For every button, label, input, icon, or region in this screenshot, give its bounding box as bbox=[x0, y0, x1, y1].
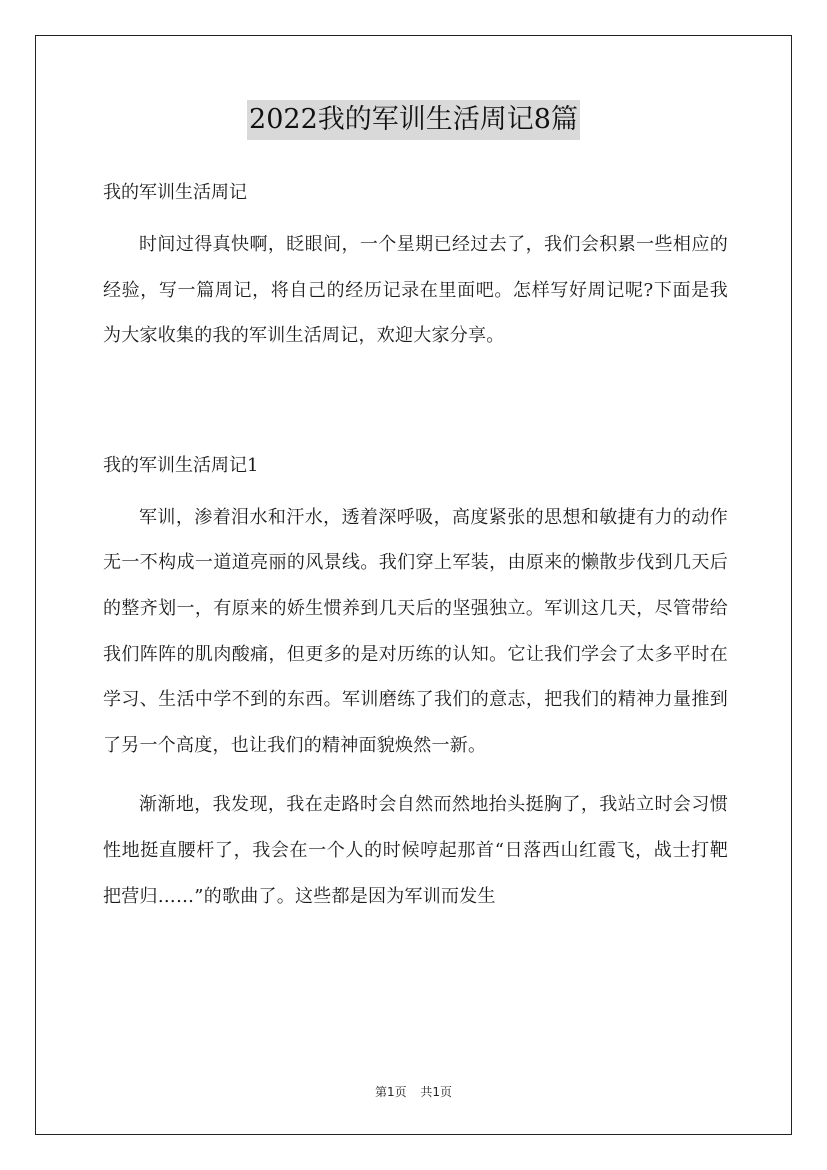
title-container bbox=[0, 100, 827, 140]
intro-paragraph: 时间过得真快啊，眨眼间，一个星期已经过去了，我们会积累一些相应的经验，写一篇周记，将自己的经历记录在里面吧。怎样写好周记呢?下面是我为大家收集的我的军训生活周记，欢迎大家分享。 bbox=[103, 234, 728, 347]
section1-paragraph-1: 军训，渗着泪水和汗水，透着深呼吸，高度紧张的思想和敏捷有力的动作无一不构成一道道亮丽的风景线。我们穿上军装，由原来的懒散步伐到几天后的整齐划一，有原来的娇生惯养到几天后的坚强独立。军训这几天，尽管带给我们阵阵的肌肉酸痛，但更多的是对历练的认知。它让我们学会了太多平时在学习、生活中学不到的东西。军训磨练了我们的意志，把我们的精神力量推到了另一个高度，也让我们的精神面貌焕然一新。 bbox=[103, 506, 728, 756]
section-heading-1: 我的军训生活周记1 bbox=[103, 454, 259, 476]
page-count: 共1页 bbox=[420, 1085, 453, 1099]
section1-paragraph-2: 渐渐地，我发现，我在走路时会自然而然地抬头挺胸了，我站立时会习惯性地挺直腰杆了，我会在一个人的时候哼起那首“日落西山红霞飞，战士打靶把营归……”的歌曲了。这些都是因为军训而发生 bbox=[103, 794, 728, 907]
intro-heading: 我的军训生活周记 bbox=[103, 182, 247, 203]
page-footer bbox=[0, 1083, 827, 1100]
page-number: 第1页 bbox=[374, 1085, 407, 1099]
document-body bbox=[103, 172, 728, 919]
document-title: 2022我的军训生活周记8篇 bbox=[247, 100, 580, 140]
